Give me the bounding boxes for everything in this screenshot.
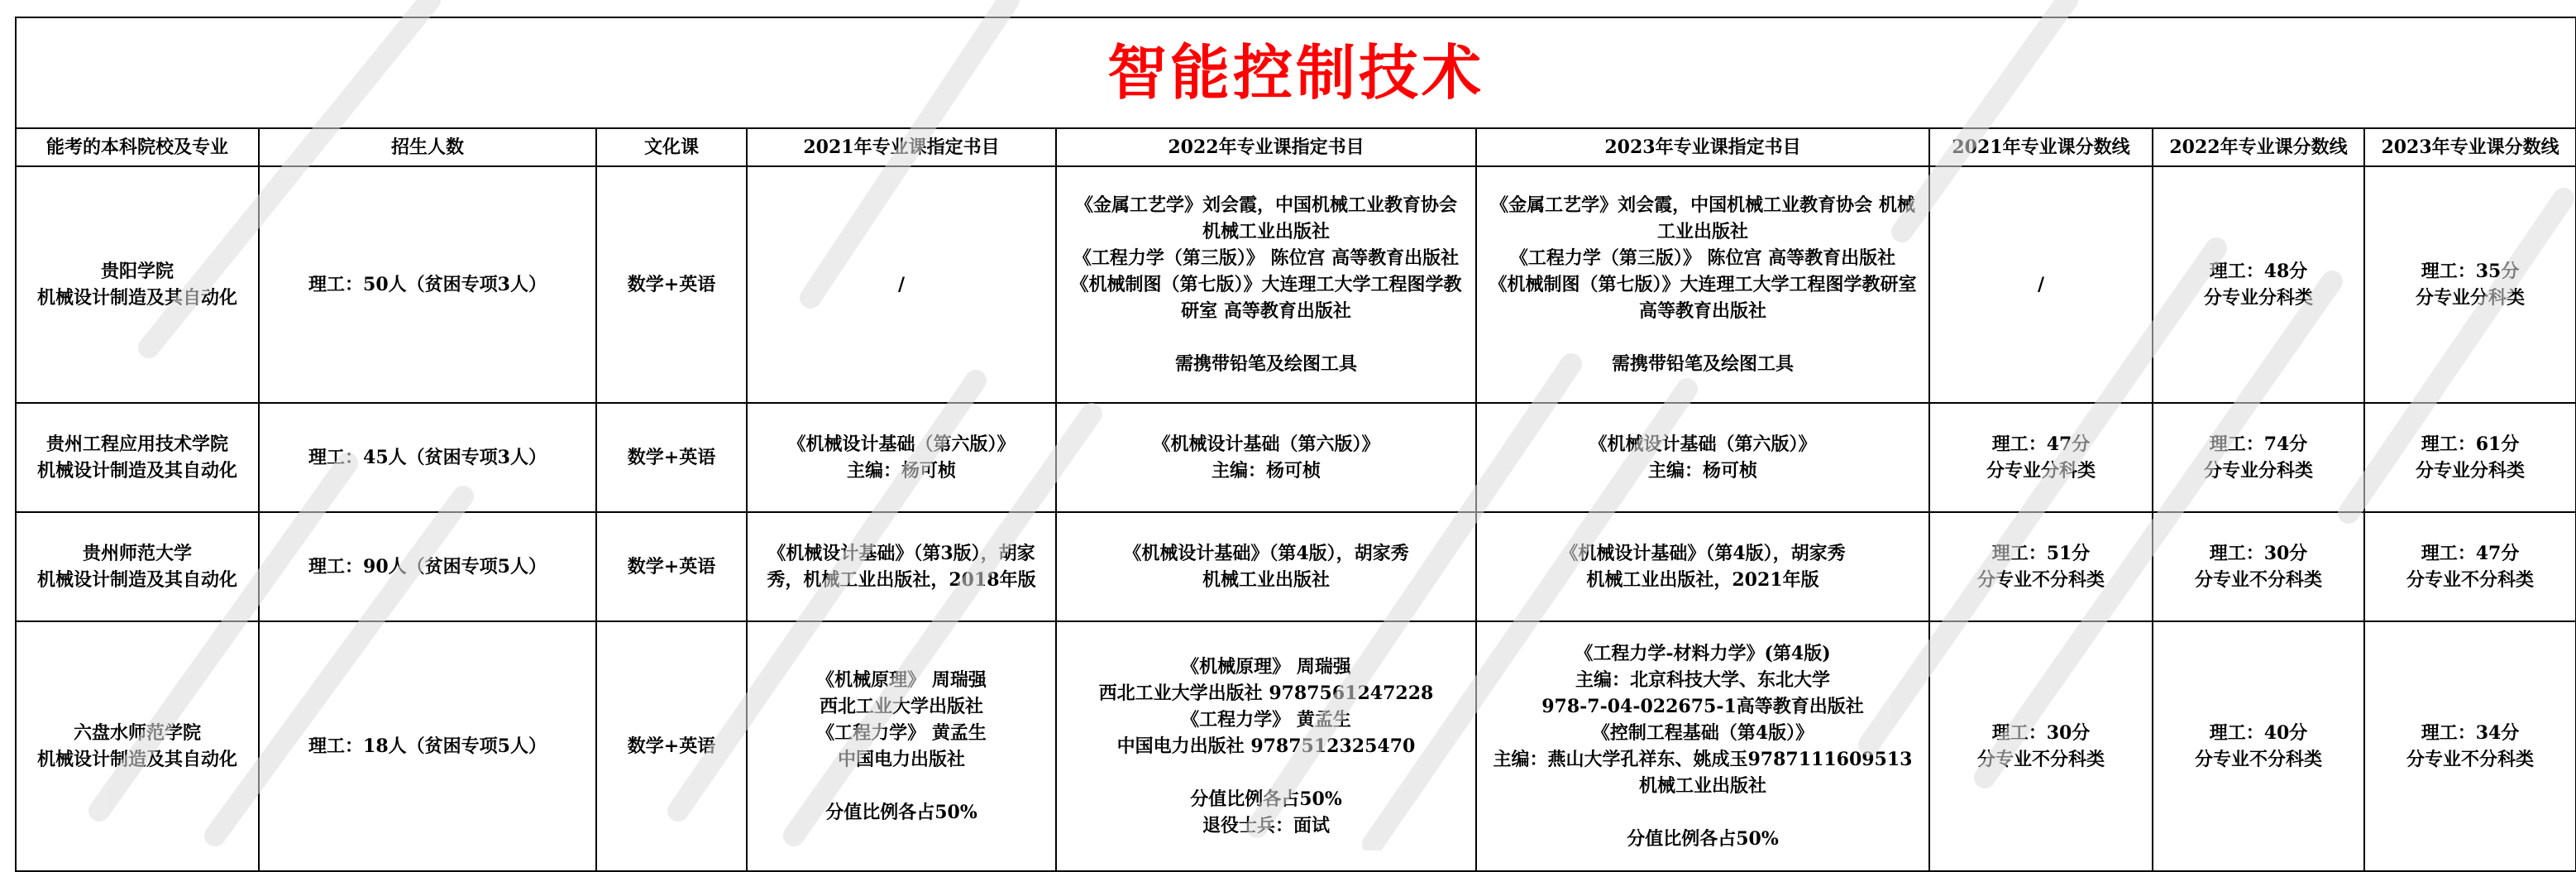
enroll-cell: 理工：18人（贫困专项5人） xyxy=(259,621,596,871)
score-2022-cell: 理工：40分 分专业不分科类 xyxy=(2153,621,2364,871)
header-books-2021: 2021年专业课指定书目 xyxy=(747,128,1056,166)
culture-cell: 数学+英语 xyxy=(596,166,747,403)
header-books-2022: 2022年专业课指定书目 xyxy=(1056,128,1476,166)
culture-cell: 数学+英语 xyxy=(596,621,747,871)
school-cell: 贵阳学院 机械设计制造及其自动化 xyxy=(16,166,259,403)
enroll-cell: 理工：50人（贫困专项3人） xyxy=(259,166,596,403)
enroll-cell: 理工：90人（贫困专项5人） xyxy=(259,512,596,621)
school-cell: 贵州师范大学 机械设计制造及其自动化 xyxy=(16,512,259,621)
culture-cell: 数学+英语 xyxy=(596,512,747,621)
header-row xyxy=(16,128,2576,166)
school-cell: 六盘水师范学院 机械设计制造及其自动化 xyxy=(16,621,259,871)
score-2021-cell: / xyxy=(1929,166,2153,403)
school-cell: 贵州工程应用技术学院 机械设计制造及其自动化 xyxy=(16,403,259,512)
table-row xyxy=(16,621,2576,871)
header-enroll: 招生人数 xyxy=(259,128,596,166)
header-culture: 文化课 xyxy=(596,128,747,166)
header-books-2023: 2023年专业课指定书目 xyxy=(1476,128,1929,166)
books-2021-cell: / xyxy=(747,166,1056,403)
header-score-2023: 2023年专业课分数线 xyxy=(2364,128,2576,166)
score-2021-cell: 理工：30分 分专业不分科类 xyxy=(1929,621,2153,871)
books-2023-cell: 《工程力学-材料力学》(第4版) 主编：北京科技大学、东北大学 978-7-04-022675-1高等教育出版社 《控制工程基础（第4版）》 主编：燕山大学孔祥东、姚成玉9787111609513 机械工业出版社 分值比例各占50% xyxy=(1476,621,1929,871)
books-2023-cell: 《金属工艺学》刘会霞，中国机械工业教育协会 机械工业出版社 《工程力学（第三版）》 陈位宫 高等教育出版社 《机械制图（第七版）》大连理工大学工程图学教研室 高等教育出版社 需携带铅笔及绘图工具 xyxy=(1476,166,1929,403)
header-score-2022: 2022年专业课分数线 xyxy=(2153,128,2364,166)
books-2021-cell: 《机械设计基础（第六版）》 主编：杨可桢 xyxy=(747,403,1056,512)
score-2022-cell: 理工：74分 分专业分科类 xyxy=(2153,403,2364,512)
books-2023-cell: 《机械设计基础》（第4版），胡家秀 机械工业出版社，2021年版 xyxy=(1476,512,1929,621)
score-2023-cell: 理工：47分 分专业不分科类 xyxy=(2364,512,2576,621)
score-2022-cell: 理工：48分 分专业分科类 xyxy=(2153,166,2364,403)
score-2022-cell: 理工：30分 分专业不分科类 xyxy=(2153,512,2364,621)
table-row xyxy=(16,403,2576,512)
enroll-cell: 理工：45人（贫困专项3人） xyxy=(259,403,596,512)
books-2021-cell: 《机械设计基础》（第3版），胡家秀，机械工业出版社，2018年版 xyxy=(747,512,1056,621)
table-row xyxy=(16,166,2576,403)
books-2023-cell: 《机械设计基础（第六版）》 主编：杨可桢 xyxy=(1476,403,1929,512)
books-2022-cell: 《机械设计基础》（第4版），胡家秀 机械工业出版社 xyxy=(1056,512,1476,621)
header-school: 能考的本科院校及专业 xyxy=(16,128,259,166)
score-2023-cell: 理工：34分 分专业不分科类 xyxy=(2364,621,2576,871)
score-2021-cell: 理工：51分 分专业不分科类 xyxy=(1929,512,2153,621)
culture-cell: 数学+英语 xyxy=(596,403,747,512)
page-title: 智能控制技术 xyxy=(16,17,2576,128)
books-2022-cell: 《机械设计基础（第六版）》 主编：杨可桢 xyxy=(1056,403,1476,512)
books-2021-cell: 《机械原理》 周瑞强 西北工业大学出版社 《工程力学》 黄孟生 中国电力出版社 分值比例各占50% xyxy=(747,621,1056,871)
score-2023-cell: 理工：61分 分专业分科类 xyxy=(2364,403,2576,512)
score-2023-cell: 理工：35分 分专业分科类 xyxy=(2364,166,2576,403)
course-table xyxy=(15,17,2576,872)
books-2022-cell: 《机械原理》 周瑞强 西北工业大学出版社 9787561247228 《工程力学》 黄孟生 中国电力出版社 9787512325470 分值比例各占50% 退役士兵：面试 xyxy=(1056,621,1476,871)
score-2021-cell: 理工：47分 分专业分科类 xyxy=(1929,403,2153,512)
books-2022-cell: 《金属工艺学》刘会霞，中国机械工业教育协会 机械工业出版社 《工程力学（第三版）》 陈位宫 高等教育出版社 《机械制图（第七版）》大连理工大学工程图学教研室 高等教育出版社 需携带铅笔及绘图工具 xyxy=(1056,166,1476,403)
header-score-2021: 2021年专业课分数线 xyxy=(1929,128,2153,166)
table-row xyxy=(16,512,2576,621)
